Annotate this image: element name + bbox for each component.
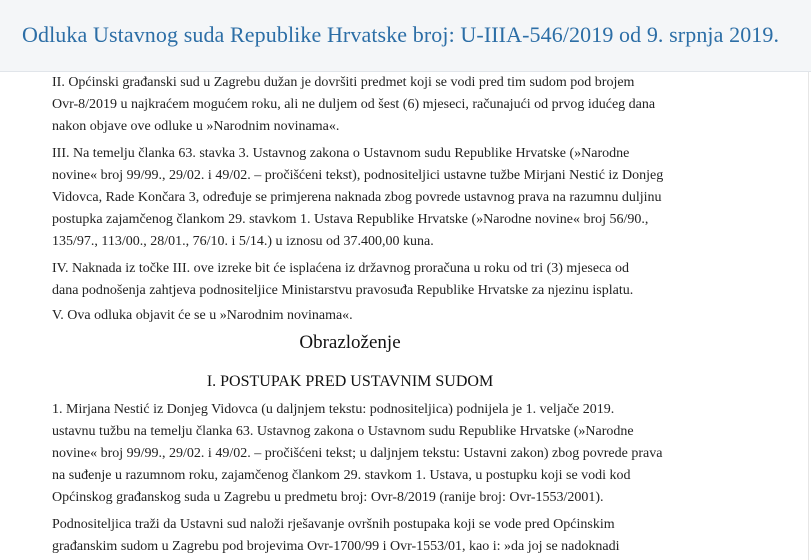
scrollbar-divider xyxy=(808,72,809,560)
text-line: na suđenje u razumnom roku, zajamčenog člankom 29. stavkom 1. Ustava, u postupku koji se vodi kod xyxy=(52,468,631,483)
text-line: II. Općinski građanski sud u Zagrebu dužan je dovršiti predmet koji se vodi pred tim sudom pod brojem xyxy=(52,75,635,90)
text-line: Podnositeljica traži da Ustavni sud naloži rješavanje ovršnih postupaka koji se vode pred Općinskim xyxy=(52,517,615,532)
text-line: novine« broj 99/99., 29/02. i 49/02. – pročišćeni tekst; u daljnjem tekstu: Ustavni zakon) zbog povrede prava xyxy=(52,446,663,461)
paragraph-2 xyxy=(30,514,670,558)
text-line: građanskim sudom u Zagrebu pod brojevima Ovr-1700/99 i Ovr-1553/01, kao i: »da joj se nadoknadi xyxy=(52,539,620,554)
heading-section-1: I. POSTUPAK PRED USTAVNIM SUDOM xyxy=(206,373,494,390)
text-line: V. Ova odluka objavit će se u »Narodnim novinama«. xyxy=(52,308,353,323)
text-line: postupka zajamčenog člankom 29. stavkom 1. Ustava Republike Hrvatske (»Narodne novine« broj 56/90., xyxy=(52,212,649,227)
text-line: Vidovca, Rade Končara 3, određuje se primjerena naknada zbog povrede ustavnog prava na razumnu duljinu xyxy=(52,190,662,205)
paragraph-v xyxy=(30,305,670,327)
text-line: III. Na temelju članka 63. stavka 3. Ustavnog zakona o Ustavnom sudu Republike Hrvatske (»Narodne xyxy=(52,146,630,161)
document-body xyxy=(30,72,670,558)
paragraph-ii xyxy=(30,72,670,138)
text-line: nakon objave ove odluke u »Narodnim novinama«. xyxy=(52,119,340,134)
paragraph-iv xyxy=(30,258,670,302)
paragraph-1 xyxy=(30,399,670,509)
heading-obrazlozenje: Obrazloženje xyxy=(299,332,401,353)
text-line: dana podnošenja zahtjeva podnositeljice Ministarstvu pravosuđa Republike Hrvatske za njezinu isplatu. xyxy=(52,283,634,298)
text-line: ustavnu tužbu na temelju članka 63. Ustavnog zakona o Ustavnom sudu Republike Hrvatske (»Narodne xyxy=(52,424,634,439)
text-line: novine« broj 99/99., 29/02. i 49/02. – pročišćeni tekst), podnositeljici ustavne tužbe Mirjani Nestić iz Donjeg xyxy=(52,168,664,183)
text-line: 135/97., 113/00., 28/01., 76/10. i 5/14.) u iznosu od 37.400,00 kuna. xyxy=(52,234,434,249)
paragraph-iii xyxy=(30,143,670,253)
page-header xyxy=(0,0,811,72)
page-title: Odluka Ustavnog suda Republike Hrvatske broj: U-IIIA-546/2019 od 9. srpnja 2019. xyxy=(22,22,780,47)
text-line: 1. Mirjana Nestić iz Donjeg Vidovca (u daljnjem tekstu: podnositeljica) podnijela je 1. veljače 2019. xyxy=(52,402,615,417)
text-line: Ovr-8/2019 u najkraćem mogućem roku, ali ne duljem od šest (6) mjeseci, računajući od prvog idućeg dana xyxy=(52,97,656,112)
text-line: Općinskog građanskog suda u Zagrebu u predmetu broj: Ovr-8/2019 (ranije broj: Ovr-1553/2001). xyxy=(52,490,604,505)
text-line: IV. Naknada iz točke III. ove izreke bit će isplaćena iz državnog proračuna u roku od tri (3) mjeseca od xyxy=(52,261,629,276)
